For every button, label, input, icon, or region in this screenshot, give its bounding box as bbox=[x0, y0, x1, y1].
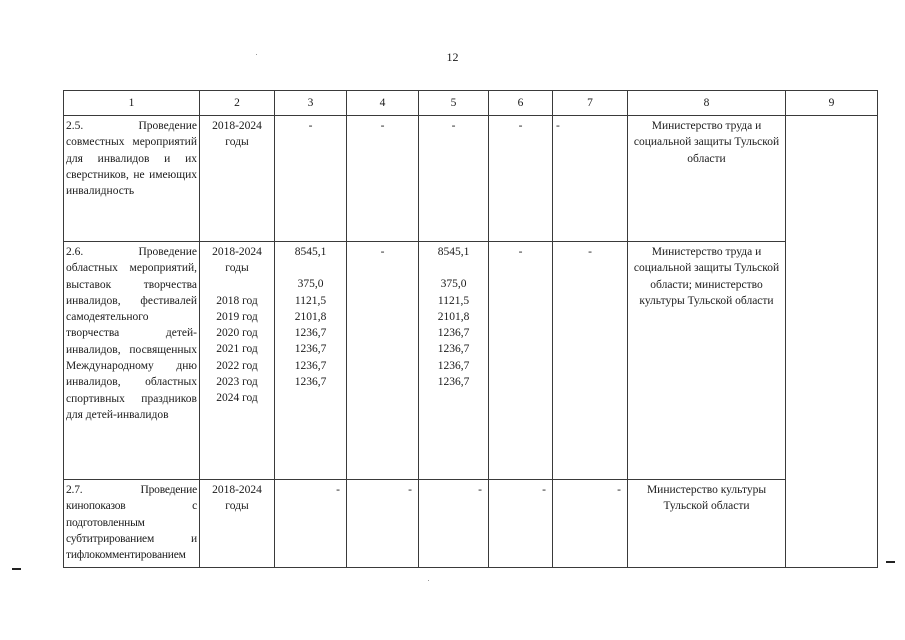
period-label: 2018-2024 годы bbox=[212, 246, 262, 275]
year-value: 375,0 bbox=[440, 278, 467, 291]
local-cell: - bbox=[489, 116, 553, 242]
scan-speck bbox=[428, 580, 429, 581]
measure-name: 2.6. Проведение областных мероприятий, выставок творчества инвалидов, фестивалей самодеятельного творчества детей-инвалидов, посвященных Международному дню инвалидов, областных спортивных праздников для детей-инвалидов bbox=[64, 242, 200, 480]
year-label: 2022 год bbox=[216, 359, 258, 372]
year-value: 1236,7 bbox=[294, 343, 327, 356]
scan-mark-left bbox=[12, 568, 21, 570]
result-cell bbox=[786, 116, 878, 568]
year-label: 2024 год bbox=[216, 392, 258, 405]
measure-name: 2.5. Проведение совместных мероприятий для инвалидов и их сверстников, не имеющих инвалидность bbox=[64, 116, 200, 242]
executor-cell: Министерство культуры Тульской области bbox=[628, 480, 786, 568]
year-label: 2019 год bbox=[216, 310, 258, 323]
scan-speck bbox=[256, 54, 257, 55]
regional-value: 8545,1 bbox=[437, 246, 470, 258]
year-label: 2018 год bbox=[216, 294, 258, 307]
extra-cell: - bbox=[553, 480, 628, 568]
table-row bbox=[64, 116, 878, 242]
year-value: 2101,8 bbox=[437, 310, 470, 323]
column-header: 3 bbox=[275, 91, 347, 116]
page-number: 12 bbox=[446, 50, 459, 64]
year-value: 1236,7 bbox=[294, 359, 327, 372]
federal-cell: - bbox=[347, 116, 419, 242]
total-cell bbox=[275, 242, 347, 480]
column-header: 5 bbox=[419, 91, 489, 116]
year-value: 1236,7 bbox=[437, 327, 470, 340]
regional-by-year bbox=[421, 276, 486, 390]
executor-cell: Министерство труда и социальной защиты Тульской области; министерство культуры Тульской области bbox=[628, 242, 786, 480]
regional-cell: - bbox=[419, 480, 489, 568]
year-label: 2021 год bbox=[216, 343, 258, 356]
federal-cell: - bbox=[347, 480, 419, 568]
year-label: 2020 год bbox=[216, 327, 258, 340]
total-cell: - bbox=[275, 480, 347, 568]
year-value: 1236,7 bbox=[294, 376, 327, 389]
year-value: 1236,7 bbox=[437, 343, 470, 356]
total-value: 8545,1 bbox=[294, 246, 327, 258]
period-cell bbox=[200, 242, 275, 480]
scan-mark-right bbox=[886, 561, 895, 563]
total-by-year bbox=[277, 276, 344, 390]
year-value: 1121,5 bbox=[294, 294, 327, 307]
column-header: 7 bbox=[553, 91, 628, 116]
year-value: 375,0 bbox=[297, 278, 324, 291]
federal-cell: - bbox=[347, 242, 419, 480]
year-value: 1121,5 bbox=[437, 294, 470, 307]
table-row bbox=[64, 480, 878, 568]
year-value: 1236,7 bbox=[437, 376, 470, 389]
year-label: 2023 год bbox=[216, 376, 258, 389]
header-row bbox=[64, 91, 878, 116]
regional-cell bbox=[419, 242, 489, 480]
year-value: 1236,7 bbox=[437, 359, 470, 372]
column-header: 8 bbox=[628, 91, 786, 116]
column-header: 6 bbox=[489, 91, 553, 116]
local-cell: - bbox=[489, 480, 553, 568]
regional-cell: - bbox=[419, 116, 489, 242]
period-cell: 2018-2024 годы bbox=[200, 116, 275, 242]
column-header: 9 bbox=[786, 91, 878, 116]
measure-name: 2.7. Проведение кинопоказов с подготовленным субтитрированием и тифлокомментированием bbox=[64, 480, 200, 568]
period-cell: 2018-2024 годы bbox=[200, 480, 275, 568]
table-row bbox=[64, 242, 878, 480]
year-value: 2101,8 bbox=[294, 310, 327, 323]
local-cell: - bbox=[489, 242, 553, 480]
executor-cell: Министерство труда и социальной защиты Тульской области bbox=[628, 116, 786, 242]
column-header: 4 bbox=[347, 91, 419, 116]
column-header: 2 bbox=[200, 91, 275, 116]
year-list bbox=[202, 293, 272, 407]
extra-cell: - bbox=[553, 116, 628, 242]
total-cell: - bbox=[275, 116, 347, 242]
year-value: 1236,7 bbox=[294, 327, 327, 340]
program-table bbox=[63, 90, 878, 568]
extra-cell: - bbox=[553, 242, 628, 480]
column-header: 1 bbox=[64, 91, 200, 116]
